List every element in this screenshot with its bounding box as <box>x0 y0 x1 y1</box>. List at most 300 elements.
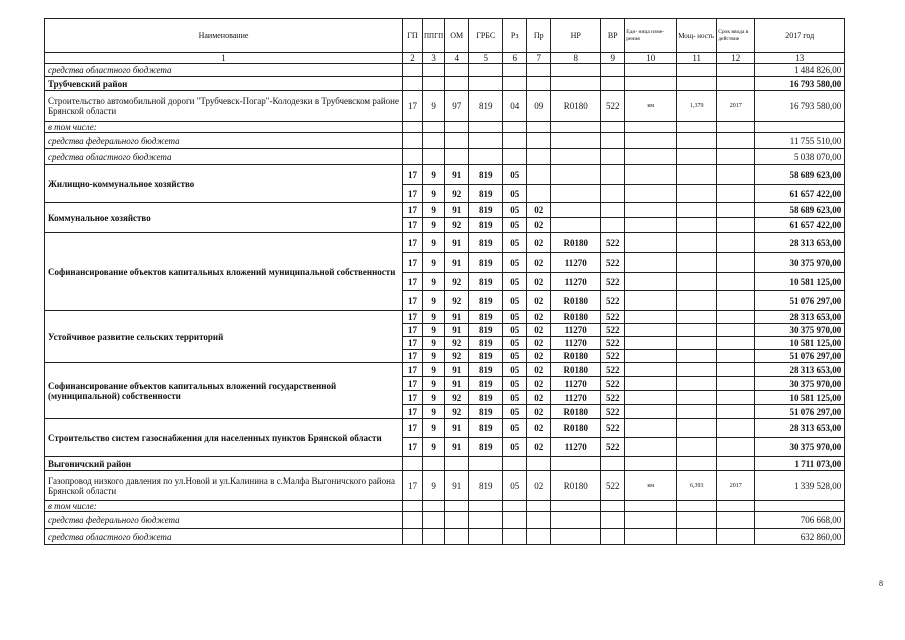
cell-nr <box>551 218 601 233</box>
cell-om: 92 <box>445 337 469 350</box>
cell-unit <box>625 185 677 203</box>
empty-cell <box>445 64 469 77</box>
cell-power <box>677 311 717 324</box>
table-row <box>45 203 845 218</box>
cell-unit <box>625 419 677 438</box>
row-name: средства областного бюджета <box>45 64 403 77</box>
empty-cell <box>503 149 527 165</box>
col-num: 10 <box>625 53 677 64</box>
header-power: Мощ- ность <box>677 19 717 53</box>
cell-term <box>717 363 755 377</box>
empty-cell <box>601 149 625 165</box>
empty-cell <box>551 512 601 529</box>
cell-pr: 02 <box>527 350 551 363</box>
empty-cell <box>625 133 677 149</box>
cell-unit <box>625 311 677 324</box>
empty-cell <box>469 122 503 133</box>
cell-vr: 522 <box>601 233 625 253</box>
cell-grbs: 819 <box>469 233 503 253</box>
table-row <box>45 122 845 133</box>
page-number: 8 <box>879 579 883 588</box>
cell-om: 92 <box>445 273 469 291</box>
cell-pr: 09 <box>527 91 551 122</box>
cell-nr: R0180 <box>551 91 601 122</box>
col-num: 2 <box>403 53 423 64</box>
row-name: Газопровод низкого давления по ул.Новой и ул.Калинина в с.Малфа Выгоничского района Брянской области <box>45 471 403 501</box>
cell-vr: 522 <box>601 324 625 337</box>
cell-ppgp: 9 <box>423 438 445 457</box>
cell-nr <box>551 165 601 185</box>
empty-cell <box>445 529 469 545</box>
cell-gp: 17 <box>403 391 423 405</box>
cell-rz: 05 <box>503 324 527 337</box>
empty-cell <box>503 122 527 133</box>
cell-nr: 11270 <box>551 337 601 350</box>
cell-vr: 522 <box>601 273 625 291</box>
table-row <box>45 233 845 253</box>
cell-om: 91 <box>445 419 469 438</box>
cell-pr: 02 <box>527 438 551 457</box>
empty-cell <box>527 501 551 512</box>
cell-nr: R0180 <box>551 233 601 253</box>
empty-cell <box>423 512 445 529</box>
empty-cell <box>403 512 423 529</box>
cell-unit <box>625 337 677 350</box>
row-name: в том числе: <box>45 122 403 133</box>
cell-unit <box>625 405 677 419</box>
group-name: Строительство систем газоснабжения для населенных пунктов Брянской области <box>45 419 403 457</box>
cell-gp: 17 <box>403 233 423 253</box>
col-num: 9 <box>601 53 625 64</box>
cell-gp: 17 <box>403 218 423 233</box>
cell-om: 91 <box>445 233 469 253</box>
table-row <box>45 149 845 165</box>
empty-cell <box>601 122 625 133</box>
cell-om: 91 <box>445 253 469 273</box>
cell-power <box>677 185 717 203</box>
cell-term <box>717 291 755 311</box>
empty-cell <box>527 122 551 133</box>
empty-cell <box>423 64 445 77</box>
row-amount: 632 860,00 <box>755 529 845 545</box>
cell-grbs: 819 <box>469 203 503 218</box>
cell-ppgp: 9 <box>423 291 445 311</box>
cell-grbs: 819 <box>469 291 503 311</box>
row-amount: 61 657 422,00 <box>755 185 845 203</box>
cell-gp: 17 <box>403 363 423 377</box>
empty-cell <box>717 64 755 77</box>
group-name: Устойчивое развитие сельских территорий <box>45 311 403 363</box>
cell-power <box>677 363 717 377</box>
cell-grbs: 819 <box>469 91 503 122</box>
empty-cell <box>625 122 677 133</box>
empty-cell <box>503 457 527 471</box>
col-num: 6 <box>503 53 527 64</box>
row-amount: 30 375 970,00 <box>755 438 845 457</box>
cell-unit <box>625 350 677 363</box>
cell-term <box>717 185 755 203</box>
header-grbs: ГРБС <box>469 19 503 53</box>
empty-cell <box>445 457 469 471</box>
empty-cell <box>445 133 469 149</box>
cell-term <box>717 377 755 391</box>
cell-gp: 17 <box>403 311 423 324</box>
table-row <box>45 77 845 91</box>
cell-om: 92 <box>445 391 469 405</box>
cell-vr: 522 <box>601 337 625 350</box>
cell-nr: R0180 <box>551 419 601 438</box>
cell-power <box>677 391 717 405</box>
cell-unit <box>625 218 677 233</box>
table-row <box>45 311 845 324</box>
cell-pr: 02 <box>527 391 551 405</box>
header-vr: ВР <box>601 19 625 53</box>
row-amount: 28 313 653,00 <box>755 419 845 438</box>
cell-ppgp: 9 <box>423 273 445 291</box>
empty-cell <box>551 457 601 471</box>
cell-nr: 11270 <box>551 273 601 291</box>
cell-rz: 05 <box>503 185 527 203</box>
row-name: средства федерального бюджета <box>45 512 403 529</box>
empty-cell <box>445 501 469 512</box>
empty-cell <box>551 133 601 149</box>
cell-vr: 522 <box>601 350 625 363</box>
cell-vr <box>601 218 625 233</box>
row-amount: 28 313 653,00 <box>755 311 845 324</box>
cell-term <box>717 350 755 363</box>
empty-cell <box>445 122 469 133</box>
cell-grbs: 819 <box>469 165 503 185</box>
table-row <box>45 64 845 77</box>
cell-rz: 05 <box>503 391 527 405</box>
cell-ppgp: 9 <box>423 253 445 273</box>
cell-nr: 11270 <box>551 391 601 405</box>
cell-rz: 05 <box>503 471 527 501</box>
cell-unit <box>625 233 677 253</box>
cell-om: 92 <box>445 405 469 419</box>
cell-power <box>677 324 717 337</box>
cell-gp: 17 <box>403 377 423 391</box>
cell-grbs: 819 <box>469 253 503 273</box>
cell-gp: 17 <box>403 471 423 501</box>
column-number-row <box>45 53 845 64</box>
cell-gp: 17 <box>403 203 423 218</box>
empty-cell <box>445 512 469 529</box>
empty-cell <box>677 64 717 77</box>
empty-cell <box>527 149 551 165</box>
cell-unit: км <box>625 471 677 501</box>
empty-cell <box>625 77 677 91</box>
empty-cell <box>601 77 625 91</box>
empty-cell <box>717 122 755 133</box>
cell-vr <box>601 203 625 218</box>
header-ppgp: ППГП <box>423 19 445 53</box>
cell-rz: 05 <box>503 350 527 363</box>
cell-power <box>677 203 717 218</box>
group-name: Коммунальное хозяйство <box>45 203 403 233</box>
cell-om: 91 <box>445 471 469 501</box>
empty-cell <box>527 133 551 149</box>
cell-vr: 522 <box>601 363 625 377</box>
cell-ppgp: 9 <box>423 324 445 337</box>
empty-cell <box>625 64 677 77</box>
empty-cell <box>403 77 423 91</box>
cell-ppgp: 9 <box>423 91 445 122</box>
empty-cell <box>403 149 423 165</box>
cell-gp: 17 <box>403 253 423 273</box>
row-amount: 58 689 623,00 <box>755 203 845 218</box>
cell-rz: 05 <box>503 273 527 291</box>
cell-nr <box>551 185 601 203</box>
cell-vr <box>601 185 625 203</box>
header-year: 2017 год <box>755 19 845 53</box>
row-amount: 30 375 970,00 <box>755 253 845 273</box>
cell-rz: 05 <box>503 233 527 253</box>
empty-cell <box>717 529 755 545</box>
row-amount: 5 038 070,00 <box>755 149 845 165</box>
col-num: 11 <box>677 53 717 64</box>
empty-cell <box>677 529 717 545</box>
cell-nr: 11270 <box>551 253 601 273</box>
empty-cell <box>677 133 717 149</box>
cell-ppgp: 9 <box>423 233 445 253</box>
empty-cell <box>551 501 601 512</box>
empty-cell <box>469 77 503 91</box>
cell-unit <box>625 203 677 218</box>
empty-cell <box>503 501 527 512</box>
cell-vr: 522 <box>601 253 625 273</box>
empty-cell <box>423 122 445 133</box>
empty-cell <box>469 501 503 512</box>
cell-vr: 522 <box>601 91 625 122</box>
cell-nr <box>551 203 601 218</box>
cell-unit <box>625 165 677 185</box>
cell-unit <box>625 273 677 291</box>
cell-gp: 17 <box>403 273 423 291</box>
empty-cell <box>625 149 677 165</box>
cell-power <box>677 350 717 363</box>
header-pr: Пр <box>527 19 551 53</box>
cell-ppgp: 9 <box>423 391 445 405</box>
cell-om: 91 <box>445 311 469 324</box>
cell-unit <box>625 363 677 377</box>
table-row <box>45 133 845 149</box>
row-amount: 30 375 970,00 <box>755 324 845 337</box>
cell-pr: 02 <box>527 377 551 391</box>
cell-rz: 05 <box>503 203 527 218</box>
cell-gp: 17 <box>403 438 423 457</box>
empty-cell <box>601 133 625 149</box>
cell-power <box>677 405 717 419</box>
row-amount <box>755 501 845 512</box>
cell-grbs: 819 <box>469 273 503 291</box>
empty-cell <box>469 149 503 165</box>
row-amount: 706 668,00 <box>755 512 845 529</box>
cell-term <box>717 438 755 457</box>
cell-ppgp: 9 <box>423 185 445 203</box>
empty-cell <box>551 149 601 165</box>
cell-om: 92 <box>445 218 469 233</box>
cell-grbs: 819 <box>469 337 503 350</box>
cell-om: 92 <box>445 291 469 311</box>
cell-pr: 02 <box>527 311 551 324</box>
cell-grbs: 819 <box>469 419 503 438</box>
empty-cell <box>717 457 755 471</box>
cell-om: 91 <box>445 377 469 391</box>
empty-cell <box>717 512 755 529</box>
cell-ppgp: 9 <box>423 203 445 218</box>
cell-term <box>717 311 755 324</box>
cell-ppgp: 9 <box>423 405 445 419</box>
cell-om: 97 <box>445 91 469 122</box>
cell-term <box>717 233 755 253</box>
col-num: 8 <box>551 53 601 64</box>
row-amount: 1 711 073,00 <box>755 457 845 471</box>
budget-table <box>44 18 845 545</box>
table-row <box>45 501 845 512</box>
cell-term <box>717 391 755 405</box>
col-num: 1 <box>45 53 403 64</box>
group-name: Жилищно-коммунальное хозяйство <box>45 165 403 203</box>
cell-term <box>717 273 755 291</box>
group-name: Софинансирование объектов капитальных вложений муниципальной собственности <box>45 233 403 311</box>
row-amount: 51 076 297,00 <box>755 291 845 311</box>
cell-power <box>677 233 717 253</box>
empty-cell <box>423 149 445 165</box>
empty-cell <box>677 457 717 471</box>
cell-vr: 522 <box>601 391 625 405</box>
col-num: 7 <box>527 53 551 64</box>
cell-rz: 05 <box>503 253 527 273</box>
cell-power: 1,379 <box>677 91 717 122</box>
row-amount <box>755 122 845 133</box>
cell-om: 91 <box>445 438 469 457</box>
empty-cell <box>503 512 527 529</box>
header-nr: НР <box>551 19 601 53</box>
empty-cell <box>469 512 503 529</box>
empty-cell <box>677 77 717 91</box>
cell-om: 91 <box>445 165 469 185</box>
header-gp: ГП <box>403 19 423 53</box>
empty-cell <box>625 512 677 529</box>
cell-power: 6,393 <box>677 471 717 501</box>
cell-term <box>717 337 755 350</box>
cell-ppgp: 9 <box>423 419 445 438</box>
cell-vr <box>601 165 625 185</box>
cell-unit <box>625 253 677 273</box>
row-amount: 16 793 580,00 <box>755 91 845 122</box>
row-amount: 10 581 125,00 <box>755 337 845 350</box>
table-row <box>45 91 845 122</box>
cell-nr: R0180 <box>551 350 601 363</box>
cell-unit <box>625 438 677 457</box>
cell-gp: 17 <box>403 165 423 185</box>
cell-pr: 02 <box>527 273 551 291</box>
cell-pr: 02 <box>527 324 551 337</box>
empty-cell <box>551 77 601 91</box>
empty-cell <box>469 457 503 471</box>
cell-term: 2017 <box>717 471 755 501</box>
cell-grbs: 819 <box>469 471 503 501</box>
empty-cell <box>551 122 601 133</box>
cell-vr: 522 <box>601 405 625 419</box>
cell-grbs: 819 <box>469 218 503 233</box>
empty-cell <box>423 529 445 545</box>
cell-unit: км <box>625 91 677 122</box>
empty-cell <box>445 149 469 165</box>
empty-cell <box>503 529 527 545</box>
row-amount: 11 755 510,00 <box>755 133 845 149</box>
cell-om: 92 <box>445 350 469 363</box>
row-amount: 51 076 297,00 <box>755 405 845 419</box>
cell-gp: 17 <box>403 91 423 122</box>
cell-grbs: 819 <box>469 405 503 419</box>
cell-grbs: 819 <box>469 350 503 363</box>
cell-unit <box>625 324 677 337</box>
cell-om: 91 <box>445 363 469 377</box>
empty-cell <box>527 512 551 529</box>
cell-rz: 05 <box>503 363 527 377</box>
cell-term <box>717 203 755 218</box>
row-amount: 51 076 297,00 <box>755 350 845 363</box>
table-row <box>45 471 845 501</box>
cell-power <box>677 419 717 438</box>
cell-term <box>717 165 755 185</box>
empty-cell <box>601 501 625 512</box>
empty-cell <box>601 457 625 471</box>
cell-nr: 11270 <box>551 438 601 457</box>
cell-grbs: 819 <box>469 363 503 377</box>
cell-pr: 02 <box>527 253 551 273</box>
cell-power <box>677 165 717 185</box>
table-row <box>45 363 845 377</box>
cell-term <box>717 419 755 438</box>
col-num: 3 <box>423 53 445 64</box>
empty-cell <box>551 529 601 545</box>
cell-ppgp: 9 <box>423 350 445 363</box>
cell-power <box>677 253 717 273</box>
col-num: 5 <box>469 53 503 64</box>
cell-grbs: 819 <box>469 185 503 203</box>
empty-cell <box>551 64 601 77</box>
row-amount: 61 657 422,00 <box>755 218 845 233</box>
empty-cell <box>625 457 677 471</box>
cell-power <box>677 291 717 311</box>
empty-cell <box>403 457 423 471</box>
cell-gp: 17 <box>403 419 423 438</box>
table-header-row <box>45 19 845 53</box>
cell-grbs: 819 <box>469 311 503 324</box>
cell-grbs: 819 <box>469 391 503 405</box>
empty-cell <box>677 512 717 529</box>
header-unit: Еди- ница изме- рения <box>625 19 677 53</box>
cell-unit <box>625 391 677 405</box>
header-term: Срок ввода в действие <box>717 19 755 53</box>
cell-ppgp: 9 <box>423 377 445 391</box>
table-row <box>45 165 845 185</box>
cell-ppgp: 9 <box>423 337 445 350</box>
cell-vr: 522 <box>601 471 625 501</box>
row-name: Выгоничский район <box>45 457 403 471</box>
cell-pr: 02 <box>527 337 551 350</box>
cell-gp: 17 <box>403 337 423 350</box>
cell-rz: 05 <box>503 165 527 185</box>
cell-gp: 17 <box>403 324 423 337</box>
cell-rz: 05 <box>503 405 527 419</box>
cell-pr: 02 <box>527 203 551 218</box>
cell-rz: 04 <box>503 91 527 122</box>
empty-cell <box>403 501 423 512</box>
